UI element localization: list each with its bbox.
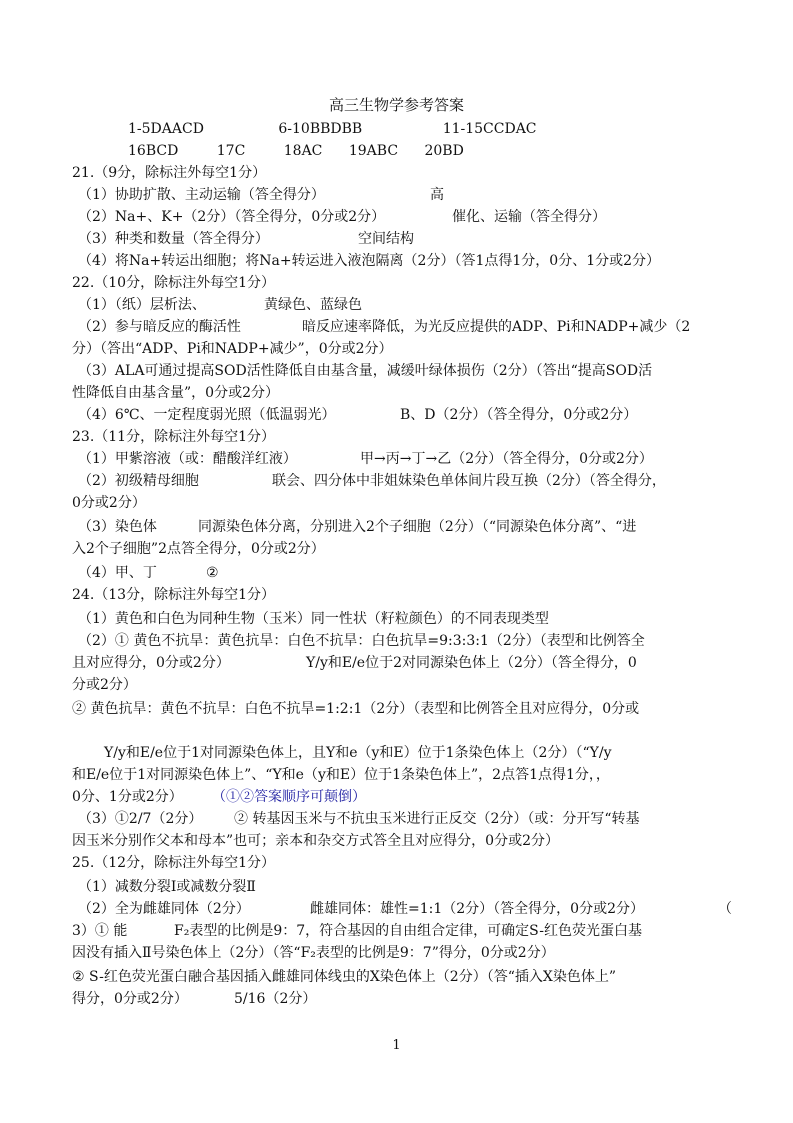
q23-3b: 同源染色体分离，分别进入2个子细胞（2分）（“同源染色体分离”、“进 — [198, 519, 637, 535]
q25-header: 25.（12分，除标注外每空1分） — [72, 855, 275, 871]
q21-3: （3）种类和数量（答全得分） — [78, 231, 269, 247]
q23-2: （2）初级精母细胞 — [78, 473, 199, 489]
q23-2c: 0分或2分） — [72, 495, 146, 511]
q24-2e: ② 黄色抗旱：黄色不抗旱：白色不抗旱=1:2:1（2分）（表型和比例答全且对应得分，0分或 — [72, 701, 640, 717]
mc-20: 20BD — [424, 143, 464, 159]
q24-2b: 且对应得分，0分或2分） — [72, 655, 230, 671]
q25-3b: F₂表型的比例是9：7，符合基因的自由组合定律，可确定S-红色荧光蛋白基 — [174, 923, 642, 939]
q21-4: （4）将Na+转运出细胞；将Na+转运进入液泡隔离（2分）（答1点得1分，0分、1分或2分） — [78, 253, 661, 269]
q23-3: （3）染色体 — [78, 519, 157, 535]
q22-3b: 性降低自由基含量”，0分或2分） — [72, 385, 279, 401]
q21-1b: 高 — [430, 187, 444, 203]
q24-2g: 和E/e位于1对同源染色体上”、“Y和e（y和E）位于1条染色体上”，2点答1点得1分，， — [72, 767, 610, 783]
mc-16: 16BCD — [128, 143, 179, 159]
q25-3e: 得分，0分或2分） — [72, 991, 188, 1007]
q24-2: （2）① 黄色不抗旱：黄色抗旱：白色不抗旱：白色抗旱=9:3:3:1（2分）（表型和比例答全 — [78, 633, 645, 649]
q23-1: （1）甲紫溶液（或：醋酸洋红液） — [78, 451, 297, 467]
q22-4: （4）6℃、一定程度弱光照（低温弱光） — [78, 407, 336, 423]
q25-1: （1）减数分裂Ⅰ或减数分裂Ⅱ — [78, 879, 256, 895]
q23-2b: 联会、四分体中非姐妹染色单体间片段互换（2分）（答全得分， — [272, 473, 666, 489]
q24-3b: ② 转基因玉米与不抗虫玉米进行正反交（2分）（或：分开写“转基 — [234, 811, 640, 827]
q23-1b: 甲→丙→丁→乙（2分）（答全得分，0分或2分） — [360, 451, 653, 467]
q24-1: （1）黄色和白色为同种生物（玉米）同一性状（籽粒颜色）的不同表现类型 — [78, 611, 549, 627]
mc-6-10: 6-10BBDBB — [278, 121, 363, 137]
q25-3d: ② S-红色荧光蛋白融合基因插入雌雄同体线虫的X染色体上（2分）（答“插入X染色体上” — [72, 969, 616, 985]
q24-header: 24.（13分，除标注外每空1分） — [72, 587, 275, 603]
mc-1-5: 1-5DAACD — [128, 121, 204, 137]
q21-2: （2）Na+、K+（2分）（答全得分，0分或2分） — [78, 209, 386, 225]
q25-2: （2）全为雌雄同体（2分） — [78, 901, 250, 917]
q21-header: 21.（9分，除标注外每空1分） — [72, 165, 267, 181]
mc-answers-row1 — [128, 118, 537, 140]
q24-3: （3）①2/7（2分） — [78, 811, 203, 827]
page-title: 高三生物学参考答案 — [328, 96, 464, 114]
q22-2: （2）参与暗反应的酶活性 — [78, 319, 241, 335]
mc-18: 18AC — [283, 143, 323, 159]
q24-2d: 分或2分） — [72, 677, 137, 693]
q24-3c: 因玉米分别作父本和母本”也可；亲本和杂交方式答全且对应得分，0分或2分） — [72, 833, 559, 849]
q22-1b: 黄绿色、蓝绿色 — [264, 297, 362, 313]
mc-19: 19ABC — [348, 143, 399, 159]
q23-header: 23.（11分，除标注外每空1分） — [72, 429, 275, 445]
q25-3-open: （ — [718, 901, 732, 917]
q21-3b: 空间结构 — [358, 231, 414, 247]
q22-4b: B、D（2分）（答全得分，0分或2分） — [400, 407, 638, 423]
q23-4b: ② — [206, 565, 219, 581]
q22-1: （1）（纸）层析法、 — [78, 297, 206, 313]
q25-2b: 雌雄同体：雄性=1:1（2分）（答全得分，0分或2分） — [310, 901, 644, 917]
q24-2f: Y/y和E/e位于1对同源染色体上，且Y和e（y和E）位于1条染色体上（2分）（“Y/y — [104, 745, 612, 761]
q22-2c: 分）（答出“ADP、Pi和NADP+减少”，0分或2分） — [72, 341, 393, 357]
q23-4: （4）甲、丁 — [78, 565, 157, 581]
mc-11-15: 11-15CCDAC — [442, 121, 537, 137]
q24-2h: 0分、1分或2分） — [72, 789, 183, 805]
page-number: 1 — [392, 1038, 401, 1053]
mc-answers-row2 — [128, 140, 464, 162]
q22-header: 22.（10分，除标注外每空1分） — [72, 275, 275, 291]
q25-3f: 5/16（2分） — [234, 991, 317, 1007]
q22-3: （3）ALA可通过提高SOD活性降低自由基含量，减缓叶绿体损伤（2分）（答出“提高SOD活 — [78, 363, 653, 379]
q22-2b: 暗反应速率降低，为光反应提供的ADP、Pi和NADP+减少（2 — [302, 319, 691, 335]
q24-2c: Y/y和E/e位于2对同源染色体上（2分）（答全得分，0 — [306, 655, 637, 671]
q23-3c: 入2个子细胞”2点答全得分，0分或2分） — [72, 541, 325, 557]
q25-3c: 因没有插入Ⅱ号染色体上（2分）（答“F₂表型的比例是9：7”得分，0分或2分） — [72, 945, 555, 961]
q25-3: 3）① 能 — [72, 923, 128, 939]
q24-order-note: （①②答案顺序可颠倒） — [212, 789, 366, 805]
q21-2b: 催化、运输（答全得分） — [452, 209, 606, 225]
q21-1: （1）协助扩散、主动运输（答全得分） — [78, 187, 325, 203]
mc-17: 17C — [216, 143, 246, 159]
